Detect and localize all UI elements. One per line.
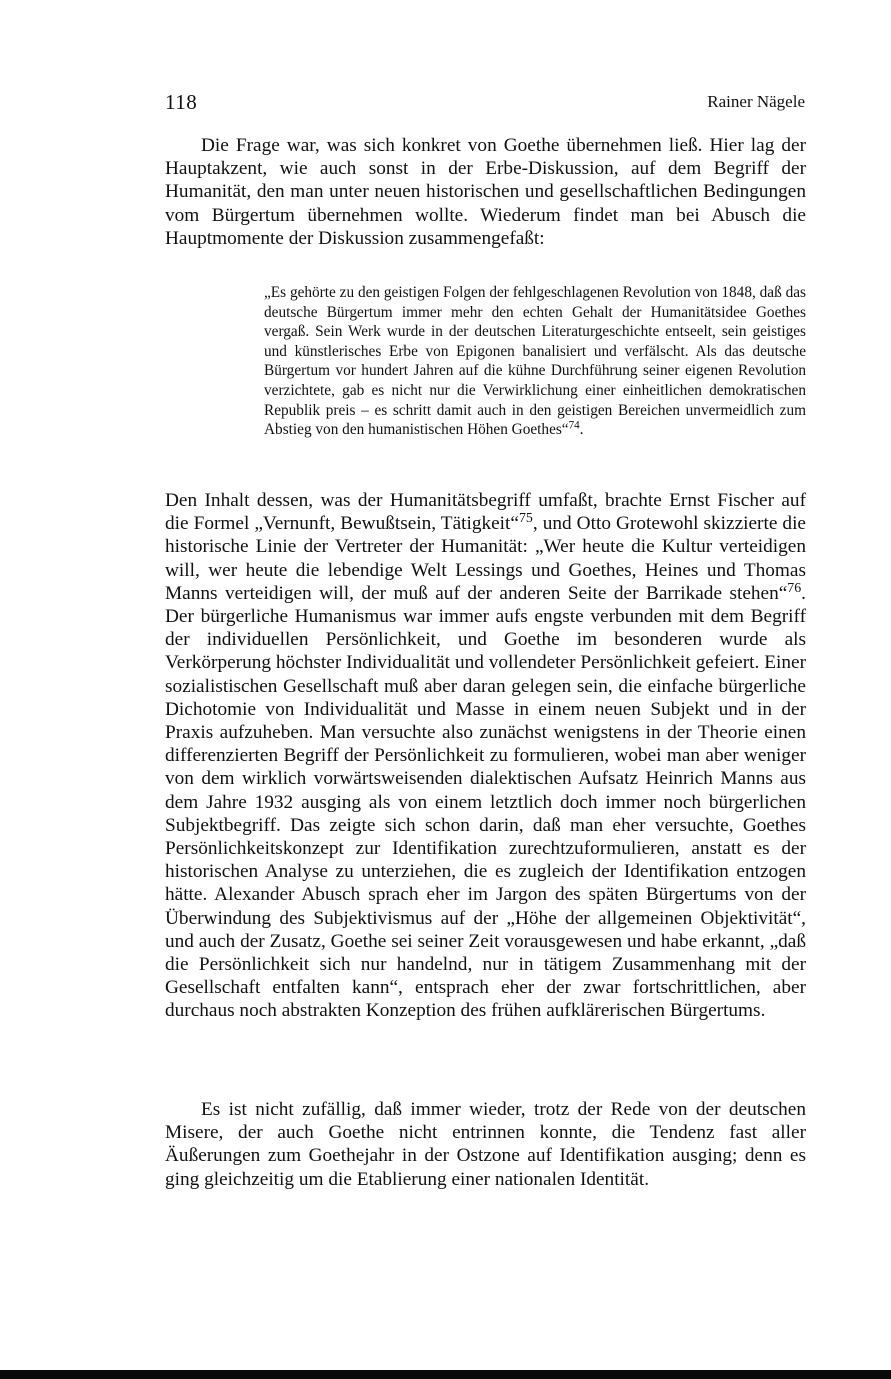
footnote-ref-76: 76 xyxy=(787,580,802,596)
footnote-ref-75: 75 xyxy=(518,511,533,527)
running-head-author: Rainer Nägele xyxy=(707,92,805,111)
paragraph-2 xyxy=(165,489,806,1023)
page-header xyxy=(165,90,805,114)
page-number: 118 xyxy=(165,90,198,114)
scan-bottom-edge xyxy=(0,1370,891,1379)
block-quote-end: . xyxy=(579,421,584,439)
paragraph-2-part-1: Den Inhalt dessen, was der Humanitätsbegriff umfaßt, brachte Ernst Fischer auf die Formel „Vernunft, Bewußtsein, Tätigkeit“ xyxy=(165,490,806,535)
paragraph-2-part-3: . Der bürgerliche Humanismus war immer aufs engste verbunden mit dem Begriff der individuellen Persönlichkeit, und Goethe im besonderen wurde als Verkörperung höchster Individualität und vollendeter Persönlichkeit gefeiert. Einer sozialistischen Gesellschaft muß aber daran gelegen sein, die einfache bürgerliche Dichotomie von Individualität und Masse in einem neuen Subjekt und in der Praxis aufzuheben. Man versuchte also zunächst wenigstens in der Theorie einen differenzierten Begriff der Persönlichkeit zu formulieren, wobei man aber weniger von dem wirklich vorwärtsweisenden dialektischen Aufsatz Heinrich Manns aus dem Jahre 1932 ausging als von einem letztlich doch immer noch bürgerlichen Subjektbegriff. Das zeigte sich schon darin, daß man eher versuchte, Goethes Persönlichkeitskonzept zur Identifikation zurechtzuformulieren, anstatt es der historischen Analyse zu unterziehen, die es zugleich der Identifikation entzogen hätte. Alexander Abusch sprach eher im Jargon des späten Bürgertums von der Überwindung des Subjektivismus auf der „Höhe der allgemeinen Objektivität“, und auch der Zusatz, Goethe sei seiner Zeit vorausgewesen und habe erkannt, „daß die Persönlichkeit sich nur handelnd, nur in tätigem Zusammenhang mit der Gesellschaft entfalten kann“, entsprach eher der zwar fortschrittlichen, aber durchaus noch abstrakten Konzeption des frühen aufklärerischen Bürgertums. xyxy=(165,582,806,1022)
block-quote xyxy=(264,283,806,440)
block-quote-text: „Es gehörte zu den geistigen Folgen der fehlgeschlagenen Revolution von 1848, daß das deutsche Bürgertum immer mehr den echten Gehalt der Humanitätsidee Goethes vergaß. Sein Werk wurde in der deutschen Literaturgeschichte entseelt, sein geistiges und künstlerisches Erbe von Epigonen banalisiert und verfälscht. Als das deutsche Bürgertum vor hundert Jahren auf die kühne Durchführung seiner eigenen Revolution verzichtete, gab es nicht nur die Verwirklichung einer einheitlichen demokratischen Republik preis – es schritt damit auch in den geistigen Bereichen unvermeidlich zum Abstieg von den humanistischen Höhen Goethes“ xyxy=(264,284,806,439)
paragraph-2-part-2: , und Otto Grotewohl skizzierte die historische Linie der Vertreter der Humanität: „Wer heute die Kultur verteidigen will, wer heute die lebendige Welt Lessings und Goethes, Heines und Thomas Manns verteidigen will, der muß auf der anderen Seite der Barrikade stehen“ xyxy=(165,513,806,604)
paragraph-1: Die Frage war, was sich konkret von Goethe übernehmen ließ. Hier lag der Hauptakzent, wie auch sonst in der Erbe-Diskussion, auf dem Begriff der Humanität, den man unter neuen historischen und gesellschaftlichen Bedingungen vom Bürgertum übernehmen wollte. Wiederum findet man bei Abusch die Hauptmomente der Diskussion zusammengefaßt: xyxy=(165,135,806,249)
paragraph-3: Es ist nicht zufällig, daß immer wieder, trotz der Rede von der deutschen Misere, der auch Goethe nicht entrinnen konnte, die Tendenz fast aller Äußerungen zum Goethejahr in der Ostzone auf Identifikation ausging; denn es ging gleichzeitig um die Etablierung einer nationalen Identität. xyxy=(165,1099,806,1190)
footnote-ref-74: 74 xyxy=(568,419,580,432)
